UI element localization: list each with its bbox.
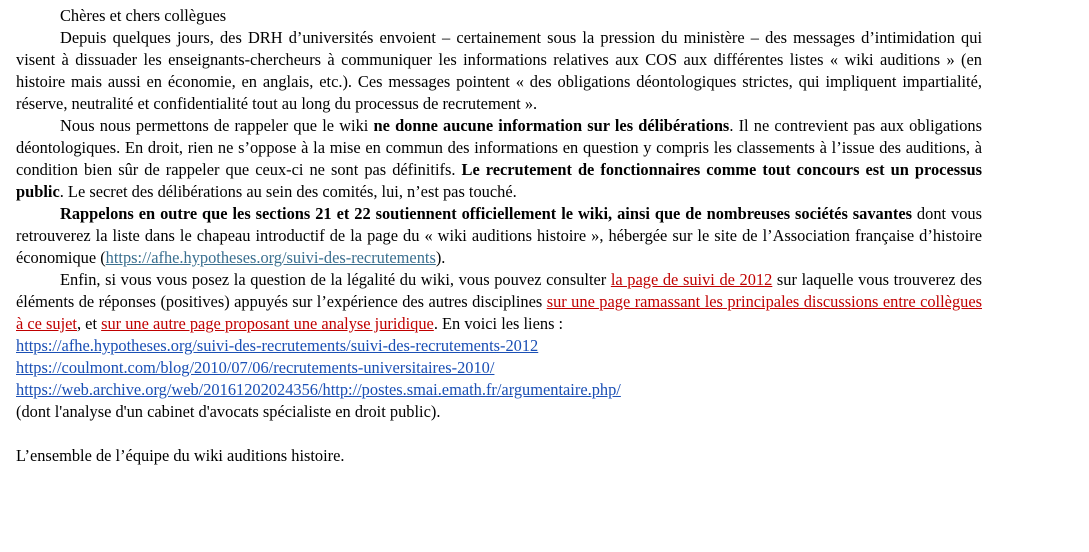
p3-text-b: ).	[435, 248, 446, 267]
url-archive-link[interactable]: https://web.archive.org/web/20161202024356/http://postes.smai.emath.fr/argumentaire.php/	[16, 380, 621, 399]
suivi-2012-link[interactable]: la page de suivi de 2012	[610, 270, 773, 289]
paragraph-support	[16, 203, 982, 269]
signature: L’ensemble de l’équipe du wiki auditions histoire.	[16, 446, 345, 465]
url-list	[16, 335, 982, 401]
afhe-suivi-link[interactable]: https://afhe.hypotheses.org/suivi-des-recrutements	[105, 248, 436, 267]
paragraph-deontology	[16, 115, 982, 203]
p3-bold-sections: Rappelons en outre que les sections 21 et 22 soutiennent officiellement le wiki, ainsi que de nombreuses sociétés savantes	[60, 204, 912, 223]
p2-text-c: . Le secret des délibérations au sein des comités, lui, n’est pas touché.	[59, 182, 517, 201]
p4-text-d: . En voici les liens :	[433, 314, 564, 333]
url-item	[16, 335, 982, 357]
p4-text-b: sur laquelle vous trouverez des éléments de réponses (positives) appuyés sur l’expérience des autres disciplines	[16, 270, 982, 311]
p2-bold-deliberations: ne donne aucune information sur les délibérations	[373, 116, 730, 135]
url-item	[16, 379, 982, 401]
p4-text-a: Enfin, si vous vous posez la question de la légalité du wiki, vous pouvez consulter	[60, 270, 611, 289]
url-item	[16, 357, 982, 379]
salutation: Chères et chers collègues	[60, 6, 227, 25]
discussions-page-link[interactable]: sur une page ramassant les principales discussions entre collègues à ce sujet	[16, 292, 982, 333]
p4-text-c: , et	[76, 314, 102, 333]
lawyer-note: (dont l'analyse d'un cabinet d'avocats spécialiste en droit public).	[16, 402, 441, 421]
legal-analysis-link[interactable]: sur une autre page proposant une analyse juridique	[101, 314, 434, 333]
blank-line	[16, 423, 982, 445]
p3-text-a: dont vous retrouverez la liste dans le chapeau introductif de la page du « wiki auditions histoire », hébergée sur le site de l’Association française d’histoire économique (	[16, 204, 982, 267]
paragraph-intimidation: Depuis quelques jours, des DRH d’universités envoient – certainement sous la pression du ministère – des messages d’intimidation qui visent à dissuader les enseignants-chercheurs à communiquer les informations relatives aux COS aux différentes listes « wiki auditions » (en histoire mais aussi en économie, en anglais, etc.). Ces messages pointent « des obligations déontologiques strictes, qui impliquent impartialité, réserve, neutralité et confidentialité tout au long du processus de recrutement ».	[16, 28, 982, 113]
paragraph-legality	[16, 269, 982, 335]
p2-bold-public-process: Le recrutement de fonctionnaires comme tout concours est un processus public	[16, 160, 982, 201]
p2-text-b: . Il ne contrevient pas aux obligations déontologiques. En droit, rien ne s’oppose à la mise en commun des informations en question y compris les classements à l’issue des auditions, à condition bien sûr de rappeler que ceux-ci ne sont pas définitifs.	[16, 116, 982, 179]
url-afhe-2012-link[interactable]: https://afhe.hypotheses.org/suivi-des-recrutements/suivi-des-recrutements-2012	[16, 336, 539, 355]
url-coulmont-link[interactable]: https://coulmont.com/blog/2010/07/06/recrutements-universitaires-2010/	[16, 358, 495, 377]
letter-document	[16, 5, 982, 467]
p2-text-a: Nous nous permettons de rappeler que le wiki	[60, 116, 374, 135]
